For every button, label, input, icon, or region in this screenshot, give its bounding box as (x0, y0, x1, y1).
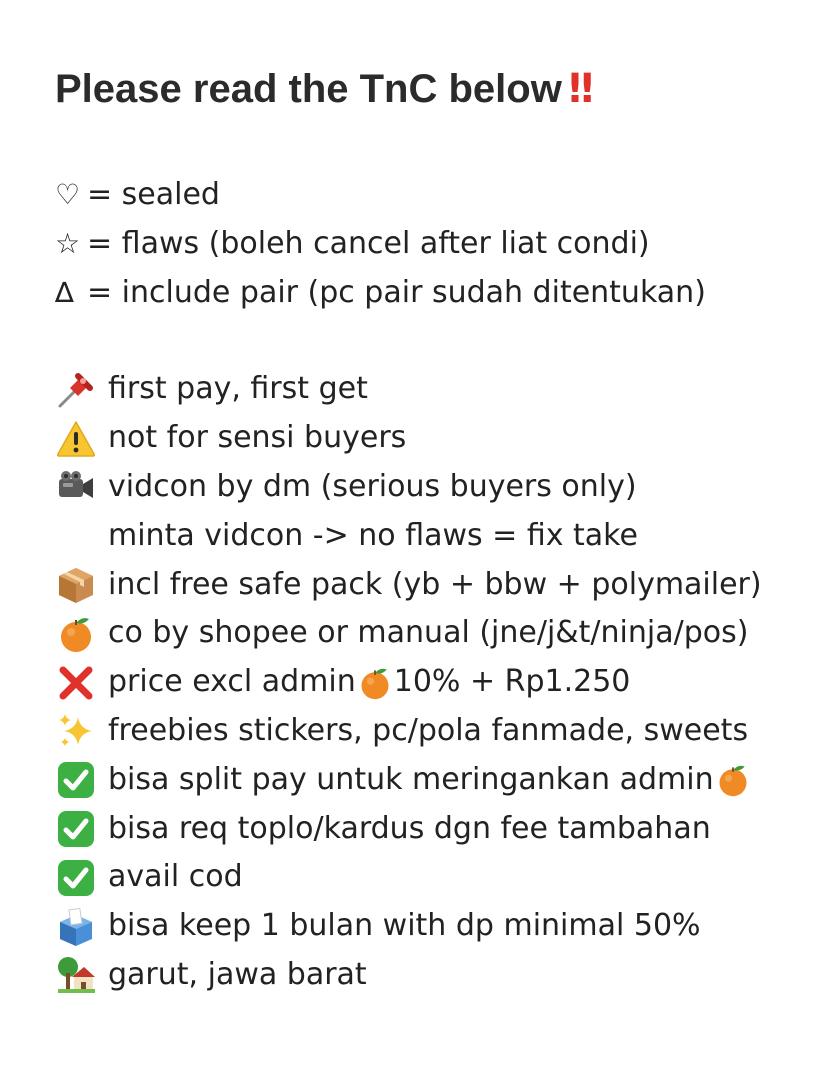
rule-item (55, 853, 815, 902)
rule-text: garut, jawa barat (108, 956, 367, 992)
rule-item (55, 951, 815, 1000)
double-exclamation-icon: !! (565, 66, 591, 112)
rule-text: avail cod (108, 859, 243, 895)
check-box-icon (55, 857, 97, 899)
heart-outline-icon: ♡ (55, 178, 81, 211)
note-content (55, 64, 815, 1000)
house-garden-icon (55, 954, 97, 996)
star-outline-icon: ☆ (55, 226, 81, 260)
video-camera-icon (55, 466, 97, 508)
legend-text: = flaws (boleh cancel after liat condi) (87, 225, 650, 261)
rule-item (55, 609, 815, 658)
orange-icon (357, 665, 393, 701)
rule-text: incl free safe pack (yb + bbw + polymailer) (108, 566, 762, 602)
rule-item (55, 707, 815, 756)
rule-text: co by shopee or manual (jne/j&t/ninja/pos) (108, 615, 749, 651)
legend-text: = sealed (87, 177, 220, 212)
sparkles-icon (55, 710, 97, 752)
rule-text: minta vidcon -> no flaws = fix take (108, 517, 638, 553)
rule-item (55, 561, 815, 610)
rule-item-continuation (55, 512, 815, 561)
rule-text-after: 10% + Rp1.250 (393, 664, 631, 700)
orange-icon (55, 613, 97, 655)
rule-item (55, 414, 815, 463)
rule-item (55, 463, 815, 512)
rule-text: bisa keep 1 bulan with dp minimal 50% (108, 908, 701, 944)
ballot-box-icon (55, 906, 97, 948)
triangle-outline-icon: ∆ (55, 275, 74, 309)
rule-text: bisa req toplo/kardus dgn fee tambahan (108, 810, 711, 846)
page-title (55, 64, 815, 114)
legend-item-include-pair (55, 269, 815, 318)
cross-mark-icon (55, 662, 97, 704)
check-box-icon (55, 759, 97, 801)
rule-item (55, 365, 815, 414)
package-icon (55, 564, 97, 606)
rule-item (55, 805, 815, 854)
rule-item (55, 756, 815, 805)
rule-text: price excl admin (108, 664, 356, 700)
rule-text: bisa split pay untuk meringankan admin (108, 761, 714, 797)
pushpin-icon (55, 369, 97, 411)
orange-icon (715, 762, 751, 798)
rule-text: vidcon by dm (serious buyers only) (108, 468, 637, 504)
rule-text: not for sensi buyers (108, 420, 407, 456)
rule-item (55, 902, 815, 951)
title-text: Please read the TnC below (55, 67, 562, 111)
legend-list (55, 171, 815, 317)
warning-icon (55, 418, 97, 460)
rule-text: first pay, first get (108, 371, 368, 407)
rules-list (55, 365, 815, 999)
check-box-icon (55, 808, 97, 850)
rule-item (55, 658, 815, 707)
legend-item-sealed (55, 171, 815, 220)
rule-text: freebies stickers, pc/pola fanmade, sweets (108, 712, 749, 748)
legend-item-flaws (55, 220, 815, 269)
legend-text: = include pair (pc pair sudah ditentukan) (87, 274, 706, 310)
